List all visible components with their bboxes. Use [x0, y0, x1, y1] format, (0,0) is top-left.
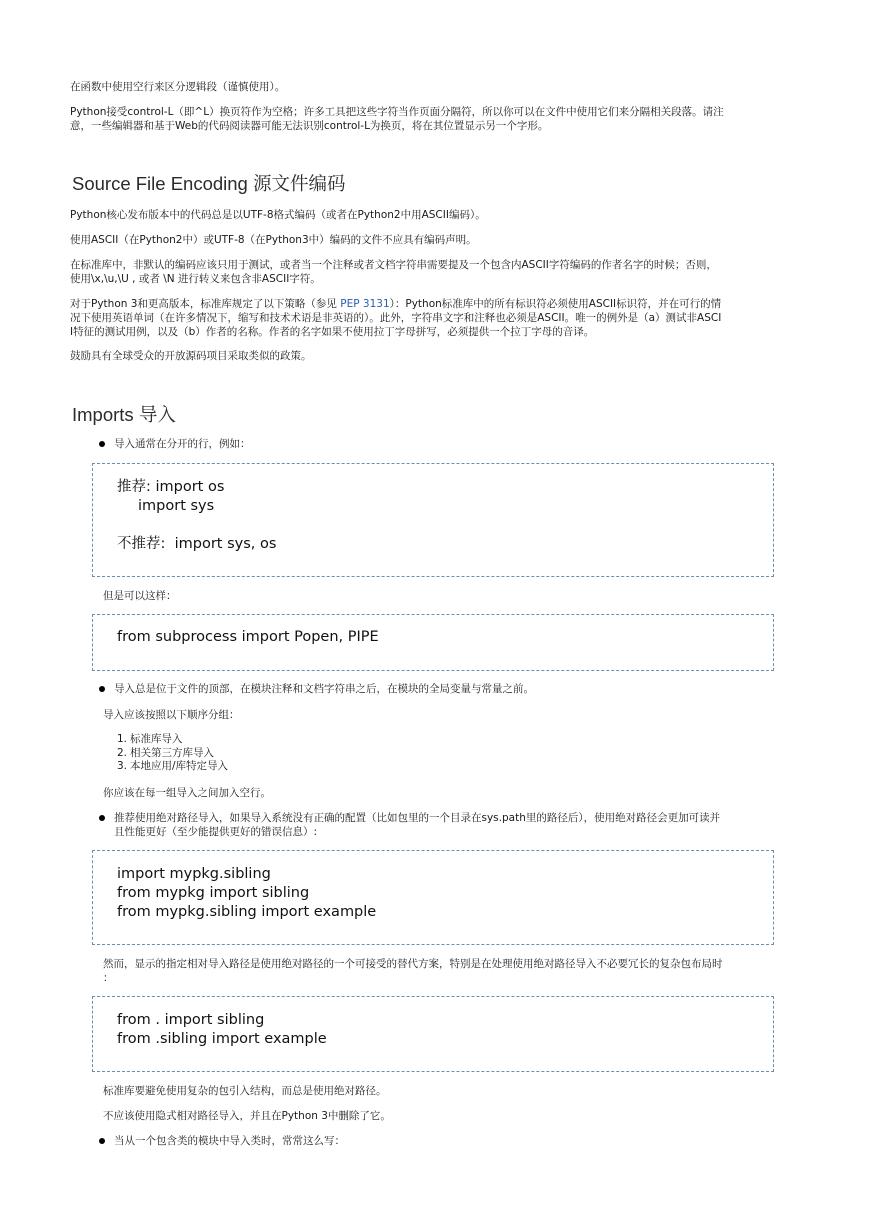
- code-line-from-mypkg: from mypkg import sibling: [117, 885, 310, 901]
- code-line-popen: from subprocess import Popen, PIPE: [117, 629, 379, 645]
- text-order-intro: 导入应该按照以下顺序分组：: [103, 709, 240, 721]
- code-line-not-recommended: 不推荐: import sys, os: [117, 536, 277, 552]
- bullet-icon: [99, 441, 105, 447]
- code-line-from-dot: from . import sibling: [117, 1012, 265, 1028]
- bullet-import-class: 当从一个包含类的模块中导入类时，常常这么写：: [114, 1135, 345, 1147]
- paragraph-control-l-line1: Python接受control-L（即^L）换页符作为空格；许多工具把这些字符当作页面分隔符，所以你可以在文件中使用它们来分隔相关段落。请注: [70, 106, 724, 118]
- heading-source-file-encoding: Source File Encoding 源文件编码: [72, 173, 346, 194]
- text-stdlib-absolute: 标准库要避免使用复杂的包引入结构，而总是使用绝对路径。: [103, 1085, 387, 1097]
- text-implicit-relative: 不应该使用隐式相对路径导入，并且在Python 3中删除了它。: [103, 1110, 391, 1122]
- bullet-icon: [99, 686, 105, 692]
- text-relative-imports-line2: ：: [103, 972, 114, 984]
- import-order-list: [117, 733, 229, 774]
- bullet-absolute-imports-line1: 推荐使用绝对路径导入，如果导入系统没有正确的配置（比如包里的一个目录在sys.path里的路径后），使用绝对路径会更加可读并: [114, 812, 721, 824]
- bullet-absolute-imports-line2: 且性能更好（至少能提供更好的错误信息）:: [114, 826, 318, 838]
- code-line-dot-sibling: from .sibling import example: [117, 1031, 327, 1047]
- list-item: 3. 本地应用/库特定导入: [117, 760, 229, 772]
- policy-text-post: ）：Python标准库中的所有标识符必须使用ASCII标识符，并在可行的情: [389, 298, 722, 310]
- bullet-top-of-file: 导入总是位于文件的顶部，在模块注释和文档字符串之后，在模块的全局变量与常量之前。: [114, 683, 534, 695]
- paragraph-blank-lines: 在函数中使用空行来区分逻辑段（谨慎使用）。: [70, 81, 286, 93]
- code-line-mypkg-sibling: import mypkg.sibling: [117, 866, 271, 882]
- bullet-separate-lines: 导入通常在分开的行，例如：: [114, 438, 251, 450]
- paragraph-policy-line2: 况下使用英语单词（在许多情况下，缩写和技术术语是非英语的）。此外，字符串文字和注释也必须是ASCII。唯一的例外是（a）测试非ASCI: [70, 312, 722, 324]
- code-block-popen: [92, 614, 774, 671]
- policy-text-pre: 对于Python 3和更高版本，标准库规定了以下策略（参见: [70, 298, 341, 310]
- code-block-absolute-imports: [92, 850, 774, 945]
- code-block-separate-imports: [92, 463, 774, 577]
- code-line-import-sys: import sys: [138, 498, 215, 514]
- pep-3131-link[interactable]: PEP 3131: [340, 298, 390, 310]
- bullet-icon: [99, 815, 105, 821]
- heading-imports: Imports 导入: [72, 404, 176, 425]
- paragraph-policy-line3: I特征的测试用例，以及（b）作者的名称。作者的名字如果不使用拉丁字母拼写，必须提供一个拉丁字母的音译。: [70, 326, 595, 338]
- code-line-mypkg-example: from mypkg.sibling import example: [117, 904, 377, 920]
- paragraph-policy-line1: [70, 297, 800, 311]
- paragraph-control-l-line2: 意，一些编辑器和基于Web的代码阅读器可能无法识别control-L为换页，将在其位置显示另一个字形。: [70, 120, 549, 132]
- text-but-ok: 但是可以这样：: [103, 590, 177, 602]
- paragraph-utf8: Python核心发布版本中的代码总是以UTF-8格式编码（或者在Python2中用ASCII编码）。: [70, 209, 486, 221]
- bullet-icon: [99, 1138, 105, 1144]
- list-item: 1. 标准库导入: [117, 733, 183, 745]
- code-block-relative-imports: [92, 996, 774, 1072]
- paragraph-non-default-line1: 在标准库中，非默认的编码应该只用于测试，或者当一个注释或者文档字符串需要提及一个包含内ASCII字符编码的作者名字的时候；否则，: [70, 259, 717, 271]
- paragraph-open-source: 鼓励具有全球受众的开放源码项目采取类似的政策。: [70, 350, 312, 362]
- text-relative-imports-line1: 然而，显示的指定相对导入路径是使用绝对路径的一个可接受的替代方案，特别是在处理使用绝对路径导入不必要冗长的复杂包布局时: [103, 958, 723, 970]
- paragraph-non-default-line2: 使用\x,\u,\U , 或者 \N 进行转义来包含非ASCII字符。: [70, 273, 321, 285]
- list-item: 2. 相关第三方库导入: [117, 746, 214, 759]
- text-blank-line-between-groups: 你应该在每一组导入之间加入空行。: [103, 787, 271, 799]
- paragraph-no-declaration: 使用ASCII（在Python2中）或UTF-8（在Python3中）编码的文件不应具有编码声明。: [70, 234, 477, 246]
- code-line-recommended: 推荐: import os: [117, 479, 225, 495]
